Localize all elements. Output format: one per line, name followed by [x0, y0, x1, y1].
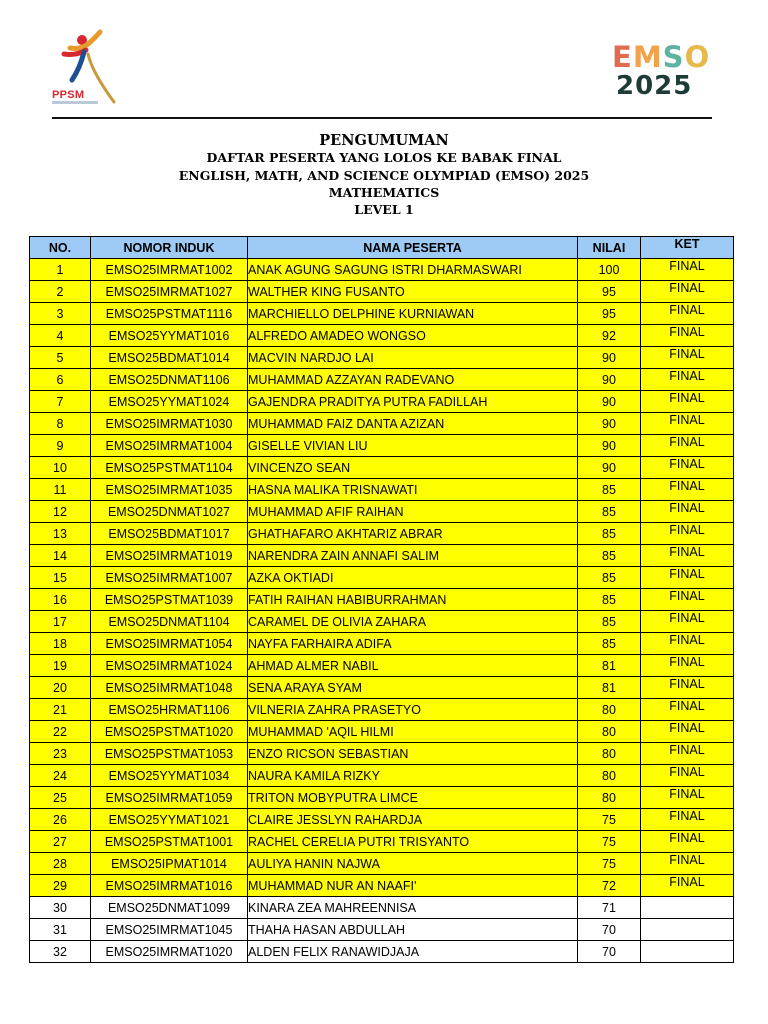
- table-row: [30, 809, 734, 831]
- cell-nomor-induk: EMSO25BDMAT1014: [91, 347, 248, 369]
- cell-nilai: 72: [578, 875, 641, 897]
- cell-no: 14: [30, 545, 91, 567]
- cell-nama-peserta: GISELLE VIVIAN LIU: [248, 435, 578, 457]
- cell-nama-peserta: ANAK AGUNG SAGUNG ISTRI DHARMASWARI: [248, 259, 578, 281]
- cell-nama-peserta: MACVIN NARDJO LAI: [248, 347, 578, 369]
- cell-ket: FINAL: [641, 633, 734, 655]
- cell-nilai: 85: [578, 523, 641, 545]
- cell-no: 9: [30, 435, 91, 457]
- cell-nilai: 70: [578, 941, 641, 963]
- cell-no: 23: [30, 743, 91, 765]
- cell-nama-peserta: THAHA HASAN ABDULLAH: [248, 919, 578, 941]
- cell-nilai: 90: [578, 369, 641, 391]
- cell-nama-peserta: GAJENDRA PRADITYA PUTRA FADILLAH: [248, 391, 578, 413]
- cell-nama-peserta: NAURA KAMILA RIZKY: [248, 765, 578, 787]
- cell-ket: FINAL: [641, 259, 734, 281]
- header-divider: [52, 117, 712, 119]
- emso-logo: [612, 42, 712, 102]
- table-row: [30, 831, 734, 853]
- table-row: [30, 941, 734, 963]
- cell-nilai: 75: [578, 809, 641, 831]
- cell-nomor-induk: EMSO25IMRMAT1004: [91, 435, 248, 457]
- emso-wordmark: [612, 42, 712, 72]
- table-row: [30, 677, 734, 699]
- cell-no: 12: [30, 501, 91, 523]
- cell-ket: FINAL: [641, 699, 734, 721]
- cell-nomor-induk: EMSO25IMRMAT1024: [91, 655, 248, 677]
- cell-no: 32: [30, 941, 91, 963]
- cell-nilai: 100: [578, 259, 641, 281]
- cell-ket: FINAL: [641, 523, 734, 545]
- subtitle-level: LEVEL 1: [354, 202, 414, 217]
- cell-nama-peserta: WALTHER KING FUSANTO: [248, 281, 578, 303]
- subtitle-subject: MATHEMATICS: [328, 185, 440, 200]
- cell-nomor-induk: EMSO25IMRMAT1007: [91, 567, 248, 589]
- cell-nilai: 85: [578, 567, 641, 589]
- cell-no: 31: [30, 919, 91, 941]
- cell-ket: FINAL: [641, 347, 734, 369]
- cell-no: 29: [30, 875, 91, 897]
- cell-no: 7: [30, 391, 91, 413]
- cell-nomor-induk: EMSO25DNMAT1106: [91, 369, 248, 391]
- cell-ket: FINAL: [641, 501, 734, 523]
- cell-ket: FINAL: [641, 875, 734, 897]
- cell-no: 22: [30, 721, 91, 743]
- cell-nama-peserta: CLAIRE JESSLYN RAHARDJA: [248, 809, 578, 831]
- cell-nama-peserta: CARAMEL DE OLIVIA ZAHARA: [248, 611, 578, 633]
- table-row: [30, 523, 734, 545]
- cell-nomor-induk: EMSO25PSTMAT1020: [91, 721, 248, 743]
- cell-ket: FINAL: [641, 831, 734, 853]
- cell-nama-peserta: MUHAMMAD AFIF RAIHAN: [248, 501, 578, 523]
- cell-nilai: 90: [578, 347, 641, 369]
- cell-no: 11: [30, 479, 91, 501]
- cell-nama-peserta: HASNA MALIKA TRISNAWATI: [248, 479, 578, 501]
- cell-nomor-induk: EMSO25YYMAT1016: [91, 325, 248, 347]
- subtitle-finalists: DAFTAR PESERTA YANG LOLOS KE BABAK FINAL: [206, 150, 562, 165]
- cell-no: 15: [30, 567, 91, 589]
- cell-nama-peserta: ALDEN FELIX RANAWIDJAJA: [248, 941, 578, 963]
- cell-nama-peserta: ALFREDO AMADEO WONGSO: [248, 325, 578, 347]
- page-title: PENGUMUMAN: [319, 132, 449, 149]
- emso-letter-o: O: [684, 40, 710, 74]
- cell-nama-peserta: SENA ARAYA SYAM: [248, 677, 578, 699]
- header-nilai: NILAI: [578, 237, 641, 259]
- cell-ket: FINAL: [641, 435, 734, 457]
- cell-nama-peserta: VINCENZO SEAN: [248, 457, 578, 479]
- cell-no: 27: [30, 831, 91, 853]
- cell-ket: FINAL: [641, 281, 734, 303]
- cell-nilai: 90: [578, 391, 641, 413]
- cell-nomor-induk: EMSO25IMRMAT1016: [91, 875, 248, 897]
- cell-nomor-induk: EMSO25DNMAT1027: [91, 501, 248, 523]
- cell-nomor-induk: EMSO25IMRMAT1019: [91, 545, 248, 567]
- cell-nomor-induk: EMSO25DNMAT1104: [91, 611, 248, 633]
- cell-nama-peserta: NAYFA FARHAIRA ADIFA: [248, 633, 578, 655]
- cell-nomor-induk: EMSO25PSTMAT1001: [91, 831, 248, 853]
- cell-nomor-induk: EMSO25IPMAT1014: [91, 853, 248, 875]
- table-row: [30, 259, 734, 281]
- table-row: [30, 655, 734, 677]
- results-table: [29, 236, 734, 963]
- table-row: [30, 743, 734, 765]
- table-row: [30, 853, 734, 875]
- cell-nama-peserta: MUHAMMAD 'AQIL HILMI: [248, 721, 578, 743]
- cell-nilai: 71: [578, 897, 641, 919]
- table-row: [30, 919, 734, 941]
- cell-nilai: 85: [578, 479, 641, 501]
- cell-nomor-induk: EMSO25YYMAT1021: [91, 809, 248, 831]
- table-row: [30, 303, 734, 325]
- subtitle-event: ENGLISH, MATH, AND SCIENCE OLYMPIAD (EMSO) 2025: [178, 168, 590, 183]
- cell-nomor-induk: EMSO25IMRMAT1035: [91, 479, 248, 501]
- cell-nama-peserta: ENZO RICSON SEBASTIAN: [248, 743, 578, 765]
- cell-no: 25: [30, 787, 91, 809]
- table-row: [30, 369, 734, 391]
- table-row: [30, 589, 734, 611]
- cell-no: 3: [30, 303, 91, 325]
- table-row: [30, 545, 734, 567]
- cell-nama-peserta: MARCHIELLO DELPHINE KURNIAWAN: [248, 303, 578, 325]
- cell-no: 5: [30, 347, 91, 369]
- table-row: [30, 413, 734, 435]
- cell-nomor-induk: EMSO25HRMAT1106: [91, 699, 248, 721]
- cell-nomor-induk: EMSO25IMRMAT1059: [91, 787, 248, 809]
- table-row: [30, 281, 734, 303]
- cell-nomor-induk: EMSO25IMRMAT1054: [91, 633, 248, 655]
- cell-no: 28: [30, 853, 91, 875]
- cell-no: 10: [30, 457, 91, 479]
- cell-nomor-induk: EMSO25IMRMAT1020: [91, 941, 248, 963]
- header-ket: KET: [641, 237, 734, 259]
- cell-ket: FINAL: [641, 391, 734, 413]
- cell-ket: FINAL: [641, 765, 734, 787]
- header-no: NO.: [30, 237, 91, 259]
- cell-no: 6: [30, 369, 91, 391]
- cell-nomor-induk: EMSO25BDMAT1017: [91, 523, 248, 545]
- cell-nilai: 90: [578, 435, 641, 457]
- cell-nama-peserta: MUHAMMAD FAIZ DANTA AZIZAN: [248, 413, 578, 435]
- cell-nilai: 75: [578, 853, 641, 875]
- cell-nilai: 85: [578, 501, 641, 523]
- cell-ket: FINAL: [641, 787, 734, 809]
- cell-no: 16: [30, 589, 91, 611]
- cell-nilai: 85: [578, 545, 641, 567]
- cell-nama-peserta: RACHEL CERELIA PUTRI TRISYANTO: [248, 831, 578, 853]
- cell-nama-peserta: FATIH RAIHAN HABIBURRAHMAN: [248, 589, 578, 611]
- emso-letter-e: E: [612, 40, 632, 74]
- cell-nomor-induk: EMSO25DNMAT1099: [91, 897, 248, 919]
- table-row: [30, 765, 734, 787]
- cell-nama-peserta: KINARA ZEA MAHREENNISA: [248, 897, 578, 919]
- table-row: [30, 611, 734, 633]
- cell-no: 24: [30, 765, 91, 787]
- cell-nomor-induk: EMSO25PSTMAT1039: [91, 589, 248, 611]
- emso-year: 2025: [616, 71, 693, 101]
- cell-nilai: 80: [578, 699, 641, 721]
- cell-nilai: 90: [578, 413, 641, 435]
- cell-nomor-induk: EMSO25IMRMAT1048: [91, 677, 248, 699]
- cell-nilai: 81: [578, 677, 641, 699]
- cell-nama-peserta: MUHAMMAD AZZAYAN RADEVANO: [248, 369, 578, 391]
- ppsm-logo-text: PPSM: [52, 89, 85, 101]
- cell-no: 26: [30, 809, 91, 831]
- cell-no: 2: [30, 281, 91, 303]
- cell-nilai: 92: [578, 325, 641, 347]
- table-body: [30, 259, 734, 963]
- cell-nilai: 75: [578, 831, 641, 853]
- cell-no: 1: [30, 259, 91, 281]
- cell-no: 19: [30, 655, 91, 677]
- cell-ket: FINAL: [641, 743, 734, 765]
- cell-ket: FINAL: [641, 721, 734, 743]
- cell-ket: FINAL: [641, 677, 734, 699]
- table-row: [30, 435, 734, 457]
- cell-ket: FINAL: [641, 325, 734, 347]
- cell-nilai: 70: [578, 919, 641, 941]
- emso-letter-s: S: [662, 40, 684, 74]
- cell-no: 17: [30, 611, 91, 633]
- table-row: [30, 633, 734, 655]
- cell-ket: FINAL: [641, 809, 734, 831]
- emso-letter-m: M: [632, 40, 662, 74]
- table-row: [30, 787, 734, 809]
- table-row: [30, 721, 734, 743]
- table-row: [30, 501, 734, 523]
- cell-ket: FINAL: [641, 567, 734, 589]
- cell-nomor-induk: EMSO25IMRMAT1027: [91, 281, 248, 303]
- table-row: [30, 391, 734, 413]
- cell-nomor-induk: EMSO25PSTMAT1104: [91, 457, 248, 479]
- cell-no: 20: [30, 677, 91, 699]
- cell-nama-peserta: NARENDRA ZAIN ANNAFI SALIM: [248, 545, 578, 567]
- cell-ket: FINAL: [641, 479, 734, 501]
- cell-ket: FINAL: [641, 369, 734, 391]
- cell-nomor-induk: EMSO25YYMAT1024: [91, 391, 248, 413]
- cell-ket: FINAL: [641, 545, 734, 567]
- cell-nama-peserta: AULIYA HANIN NAJWA: [248, 853, 578, 875]
- cell-nilai: 95: [578, 303, 641, 325]
- cell-nama-peserta: VILNERIA ZAHRA PRASETYO: [248, 699, 578, 721]
- cell-nilai: 80: [578, 787, 641, 809]
- cell-no: 4: [30, 325, 91, 347]
- table-row: [30, 897, 734, 919]
- cell-ket: FINAL: [641, 611, 734, 633]
- cell-ket: FINAL: [641, 589, 734, 611]
- cell-nomor-induk: EMSO25IMRMAT1002: [91, 259, 248, 281]
- cell-nama-peserta: MUHAMMAD NUR AN NAAFI': [248, 875, 578, 897]
- table-row: [30, 457, 734, 479]
- cell-ket: [641, 941, 734, 963]
- table-row: [30, 567, 734, 589]
- cell-no: 30: [30, 897, 91, 919]
- cell-nomor-induk: EMSO25PSTMAT1053: [91, 743, 248, 765]
- cell-ket: FINAL: [641, 303, 734, 325]
- cell-nilai: 80: [578, 743, 641, 765]
- cell-no: 18: [30, 633, 91, 655]
- cell-no: 13: [30, 523, 91, 545]
- cell-ket: FINAL: [641, 853, 734, 875]
- header-nama-peserta: NAMA PESERTA: [248, 237, 578, 259]
- cell-nilai: 90: [578, 457, 641, 479]
- cell-nilai: 85: [578, 633, 641, 655]
- cell-nomor-induk: EMSO25IMRMAT1045: [91, 919, 248, 941]
- cell-ket: [641, 897, 734, 919]
- table-row: [30, 875, 734, 897]
- cell-nilai: 85: [578, 611, 641, 633]
- cell-nomor-induk: EMSO25IMRMAT1030: [91, 413, 248, 435]
- cell-ket: FINAL: [641, 655, 734, 677]
- cell-no: 8: [30, 413, 91, 435]
- table-row: [30, 479, 734, 501]
- cell-nilai: 85: [578, 589, 641, 611]
- header-nomor-induk: NOMOR INDUK: [91, 237, 248, 259]
- cell-no: 21: [30, 699, 91, 721]
- ppsm-logo-tagline: [52, 101, 98, 104]
- cell-nilai: 80: [578, 765, 641, 787]
- table-header-row: [30, 237, 734, 259]
- cell-nilai: 81: [578, 655, 641, 677]
- cell-nomor-induk: EMSO25YYMAT1034: [91, 765, 248, 787]
- table-row: [30, 325, 734, 347]
- cell-nama-peserta: GHATHAFARO AKHTARIZ ABRAR: [248, 523, 578, 545]
- cell-nama-peserta: TRITON MOBYPUTRA LIMCE: [248, 787, 578, 809]
- cell-nama-peserta: AHMAD ALMER NABIL: [248, 655, 578, 677]
- cell-ket: FINAL: [641, 457, 734, 479]
- cell-nilai: 80: [578, 721, 641, 743]
- cell-nama-peserta: AZKA OKTIADI: [248, 567, 578, 589]
- table-row: [30, 699, 734, 721]
- cell-nomor-induk: EMSO25PSTMAT1116: [91, 303, 248, 325]
- cell-ket: FINAL: [641, 413, 734, 435]
- cell-nilai: 95: [578, 281, 641, 303]
- cell-ket: [641, 919, 734, 941]
- table-row: [30, 347, 734, 369]
